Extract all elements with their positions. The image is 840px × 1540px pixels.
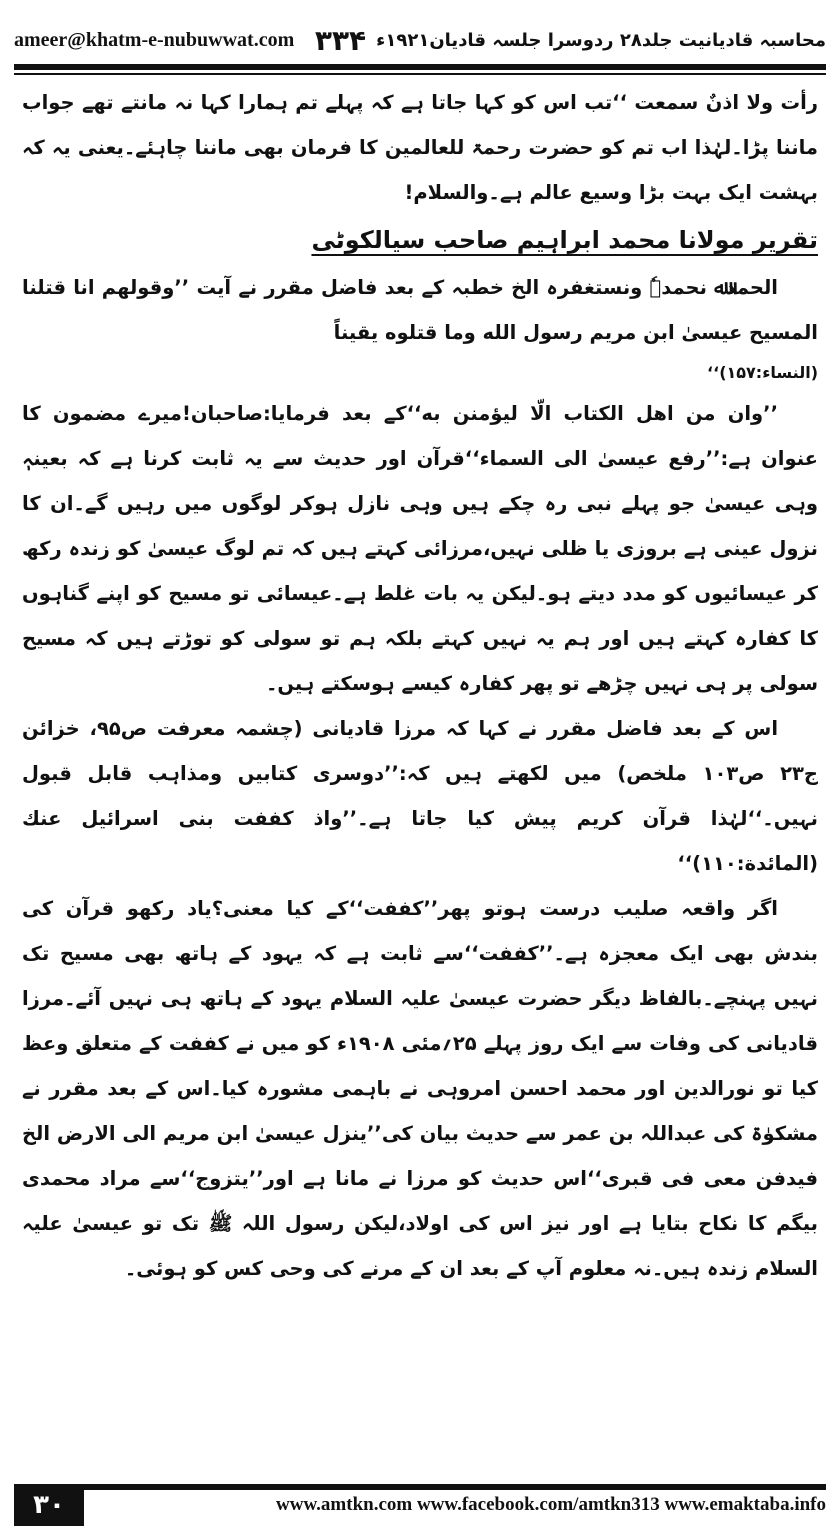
page-footer [14, 1484, 826, 1526]
paragraph-2: الحمدﷲ نحمدہٗ ونستغفرہ الخ خطبہ کے بعد فاضل مقرر نے آیت ’’وقولهم انا قتلنا المسيح عيسیٰ ابن مريم رسول الله وما قتلوه يقيناً [22, 276, 818, 344]
paragraph-1: رأت ولا اذنٌ سمعت ‘‘تب اس کو کہا جاتا ہے کہ پہلے تم ہمارا کہا نہ مانتے تھے جواب ماننا پڑا۔لہٰذا اب تم کو حضرت رحمۃ للعالمین کا فرمان بھی ماننا چاہئے۔یعنی یہ کہ بہشت ایک بہت بڑا وسیع عالم ہے۔والسلام! [22, 91, 818, 204]
paragraph-5: اگر واقعہ صلیب درست ہوتو پھر’’كففت‘‘کے کیا معنی؟یاد رکھو قرآن کی بندش بھی ایک معجزہ ہے۔’’كففت‘‘سے ثابت ہے کہ یہود کے ہاتھ بھی مسیح تک نہیں پہنچے۔بالفاظ دیگر حضرت عیسیٰ علیہ السلام یہود کے ہاتھ ہی نہیں آئے۔مرزا قادیانی کی وفات سے ایک روز پہلے ۲۵؍مئی ۱۹۰۸ء کو میں نے کففت کے متعلق وعظ کیا تو نورالدین اور محمد احسن امروہی نے باہمی مشورہ کیا۔اس کے بعد مقرر نے مشکوٰۃ کی عبداللہ بن عمر سے حدیث بیان کی’’ينزل عيسیٰ ابن مريم الی الارض الخ فيدفن معی فی قبری‘‘اس حدیث کو مرزا نے مانا ہے اور’’يتزوج‘‘سے مراد محمدی بیگم کا نکاح بتایا ہے اور نیز اس کی اولاد،لیکن رسول اللہ ﷺ تک تو عیسیٰ علیہ السلام زندہ ہیں۔نہ معلوم آپ کے بعد ان کے مرنے کی وحی کس کو ہوئی۔ [22, 897, 818, 1280]
header-rule-thin [14, 73, 826, 75]
paragraph-3: ’’وان من اهل الكتاب الّا ليؤمنن به‘‘کے بعد فرمایا:صاحبان!میرے مضمون کا عنوان ہے:’’رفع عيسیٰ الی السماء‘‘قرآن اور حدیث سے یہ ثابت کرنا ہے کہ بعینہٖ وہی عیسیٰ جو پہلے نبی رہ چکے ہیں وہی نازل ہوکر لوگوں میں رہیں گے۔ان کا نزول عینی ہے بروزی یا ظلی نہیں،مرزائی کہتے ہیں کہ تم لوگ عیسیٰ کو زندہ رکھ کر عیسائیوں کو مدد دیتے ہو۔لیکن یہ بات غلط ہے۔عیسائی تو مسیح کو اپنے گناہوں کا کفارہ کہتے ہیں اور ہم یہ نہیں کہتے بلکہ ہم تو سولی کو توڑتے ہیں کہ مسیح سولی پر ہی نہیں چڑھے تو پھر کفارہ کیسے ہوسکتے ہیں۔ [22, 402, 818, 695]
header-rule-thick [14, 64, 826, 70]
footer-rule [14, 1484, 826, 1490]
section-heading: تقریر مولانا محمد ابراہیم صاحب سیالکوٹی [311, 226, 818, 254]
paragraph-2-reference: (النساء:۱۵۷)‘‘ [707, 363, 818, 382]
page-header [14, 20, 826, 60]
footer-page-number: ۳۰ [14, 1484, 84, 1526]
header-running-title-group [315, 24, 826, 57]
header-email: ameer@khatm-e-nubuwwat.com [14, 28, 295, 51]
page-body [22, 80, 818, 1480]
header-page-number: ۳۳۴ [314, 23, 367, 57]
header-running-title: محاسبہ قادیانیت جلد۲۸ ردوسرا جلسہ قادیان۱۹۲۱ء [376, 29, 826, 51]
footer-urls: www.amtkn.com www.facebook.com/amtkn313 www.emaktaba.info [276, 1494, 826, 1515]
paragraph-4: اس کے بعد فاضل مقرر نے کہا کہ مرزا قادیانی (چشمہ معرفت ص۹۵، خزائن ج۲۳ ص۱۰۳ ملخص) میں لکھتے ہیں کہ:’’دوسری کتابیں ومذاہب قابل قبول نہیں۔‘‘لہٰذا قرآن کریم پیش کیا جاتا ہے۔’’واذ كففت بنی اسرائيل عنك (المائدة:۱۱۰)‘‘ [22, 717, 818, 875]
